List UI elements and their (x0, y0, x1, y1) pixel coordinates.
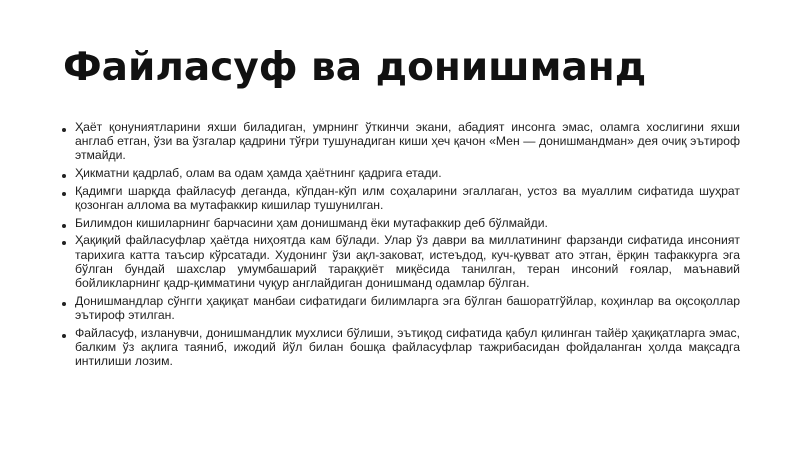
bullet-dot-icon (62, 302, 66, 306)
bullet-dot-icon (62, 128, 66, 132)
bullet-item (62, 216, 740, 230)
bullet-item (62, 120, 740, 163)
bullet-dot-icon (62, 224, 66, 228)
bullet-text: Қадимги шарқда файласуф деганда, кўпдан-кўп илм соҳаларини эгаллаган, устоз ва муаллим сифатида шуҳрат қозонган аллома ва мутафаккир кишилар тушунилган. (75, 183, 740, 213)
bullet-item (62, 326, 740, 369)
slide-title: Файласуф ва донишманд (63, 45, 647, 90)
bullet-text: Ҳикматни қадрлаб, олам ва одам ҳамда ҳаётнинг қадрига етади. (75, 166, 442, 181)
bullet-text: Билимдон кишиларнинг барчасини ҳам донишманд ёки мутафаккир деб бўлмайди. (75, 215, 548, 230)
bullet-item (62, 166, 740, 180)
bullet-item (62, 184, 740, 212)
bullet-text: Ҳақиқий файласуфлар ҳаётда ниҳоятда кам бўлади. Улар ўз даври ва миллатининг фарзанди сифатида инсоният тарихига катта таъсир кўрсатади. Худонинг ўзи ақл-заковат, истеъдод, куч-қувват ато этган, ёрқин тафаккурга эга бўлган бундай шахслар умумбашарий тараққиёт миқёсида танилган, теран инсоний ғоялар, маънавий бойликларнинг қадр-қимматини чуқур англайдиган донишманд одамлар бўлган. (75, 233, 740, 291)
bullet-dot-icon (62, 241, 66, 245)
bullet-text: Донишмандлар сўнгги ҳақиқат манбаи сифатидаги билимларга эга бўлган башоратгўйлар, коҳинлар ва оқсоқоллар эътироф этилган. (75, 293, 740, 322)
bullet-item (62, 233, 740, 290)
bullet-text: Ҳаёт қонуниятларини яхши биладиган, умрнинг ўткинчи экани, абадият инсонга эмас, оламга хослигини яхши англаб етган, ўзи ва ўзгалар қадрини тўғри тушунадиган киши ҳеч қачон «Мен — донишмандман» дея очиқ эътироф этмайди. (75, 120, 740, 163)
bullet-item (62, 294, 740, 322)
bullet-list (62, 120, 740, 372)
bullet-dot-icon (62, 334, 66, 338)
bullet-dot-icon (62, 192, 66, 196)
bullet-dot-icon (62, 174, 66, 178)
bullet-text: Файласуф, изланувчи, донишмандлик мухлиси бўлиши, эътиқод сифатида қабул қилинган тайёр ҳақиқатларга эмас, балким ўз ақлига таяниб, ижодий йўл билан бошқа файласуфлар тажрибасидан фойдаланган ҳолда мақсадга интилиши лозим. (75, 325, 740, 369)
